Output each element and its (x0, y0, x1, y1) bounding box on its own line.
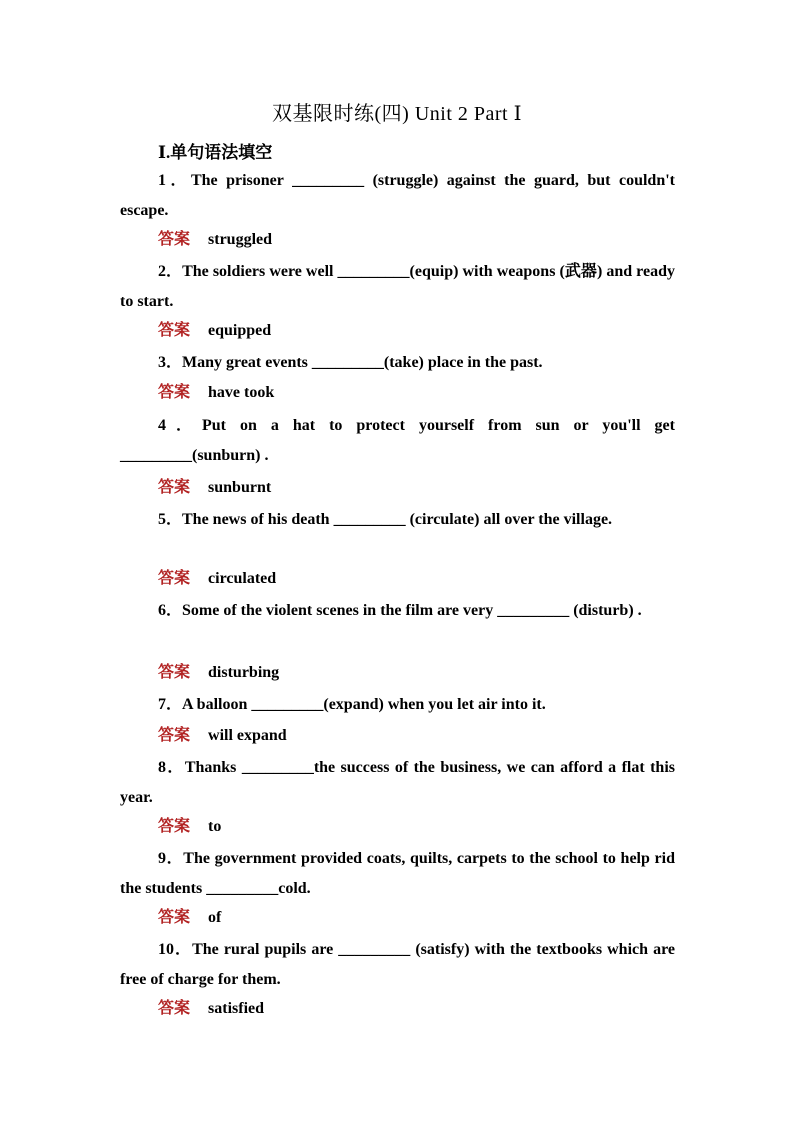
answer-text: struggled (208, 231, 273, 248)
answer-text: will expand (208, 727, 287, 744)
answer-label: 答案 (158, 727, 191, 744)
answer-label: 答案 (158, 231, 191, 248)
question-3: 3．Many great events _________(take) place in the past. (158, 354, 543, 371)
question-2: 2．The soldiers were well _________(equip) with weapons (武器) and ready to start. (120, 263, 675, 310)
question-9: 9．The government provided coats, quilts, carpets to the school to help rid the students _________cold. (120, 850, 675, 897)
answer-9 (158, 908, 221, 928)
answer-text: of (208, 909, 222, 926)
question-5: 5．The news of his death _________ (circulate) all over the village. (158, 511, 613, 528)
answer-label: 答案 (158, 479, 191, 496)
question-4: 4．Put on a hat to protect yourself from sun or you'll get _________(sunburn) . (120, 417, 675, 464)
answer-3 (158, 383, 274, 403)
answer-1 (158, 230, 272, 250)
answer-text: disturbing (208, 664, 280, 681)
answer-text: sunburnt (208, 479, 272, 496)
answer-text: have took (208, 384, 275, 401)
question-8: 8．Thanks _________the success of the business, we can afford a flat this year. (120, 759, 675, 806)
answer-label: 答案 (158, 384, 191, 401)
answer-label: 答案 (158, 570, 191, 587)
question-1: 1．The prisoner _________ (struggle) against the guard, but couldn't escape. (120, 172, 675, 219)
answer-4 (158, 478, 271, 498)
question-7: 7．A balloon _________(expand) when you let air into it. (158, 696, 546, 713)
answer-7 (158, 726, 287, 746)
answer-text: to (208, 818, 222, 835)
answer-text: equipped (208, 322, 272, 339)
answer-label: 答案 (158, 818, 191, 835)
answer-label: 答案 (158, 664, 191, 681)
answer-label: 答案 (158, 322, 191, 339)
answer-label: 答案 (158, 1000, 191, 1017)
question-10: 10．The rural pupils are _________ (satisfy) with the textbooks which are free of charge for them. (120, 941, 675, 988)
answer-6 (158, 663, 279, 683)
answer-5 (158, 569, 276, 589)
answer-2 (158, 321, 271, 341)
answer-8 (158, 817, 221, 837)
page-title: 双基限时练(四) Unit 2 Part Ⅰ (272, 103, 522, 125)
answer-text: satisfied (208, 1000, 265, 1017)
answer-label: 答案 (158, 909, 191, 926)
answer-text: circulated (208, 570, 277, 587)
section-heading: Ⅰ.单句语法填空 (158, 143, 273, 162)
answer-10 (158, 999, 264, 1019)
question-6: 6．Some of the violent scenes in the film are very _________ (disturb) . (158, 602, 642, 619)
